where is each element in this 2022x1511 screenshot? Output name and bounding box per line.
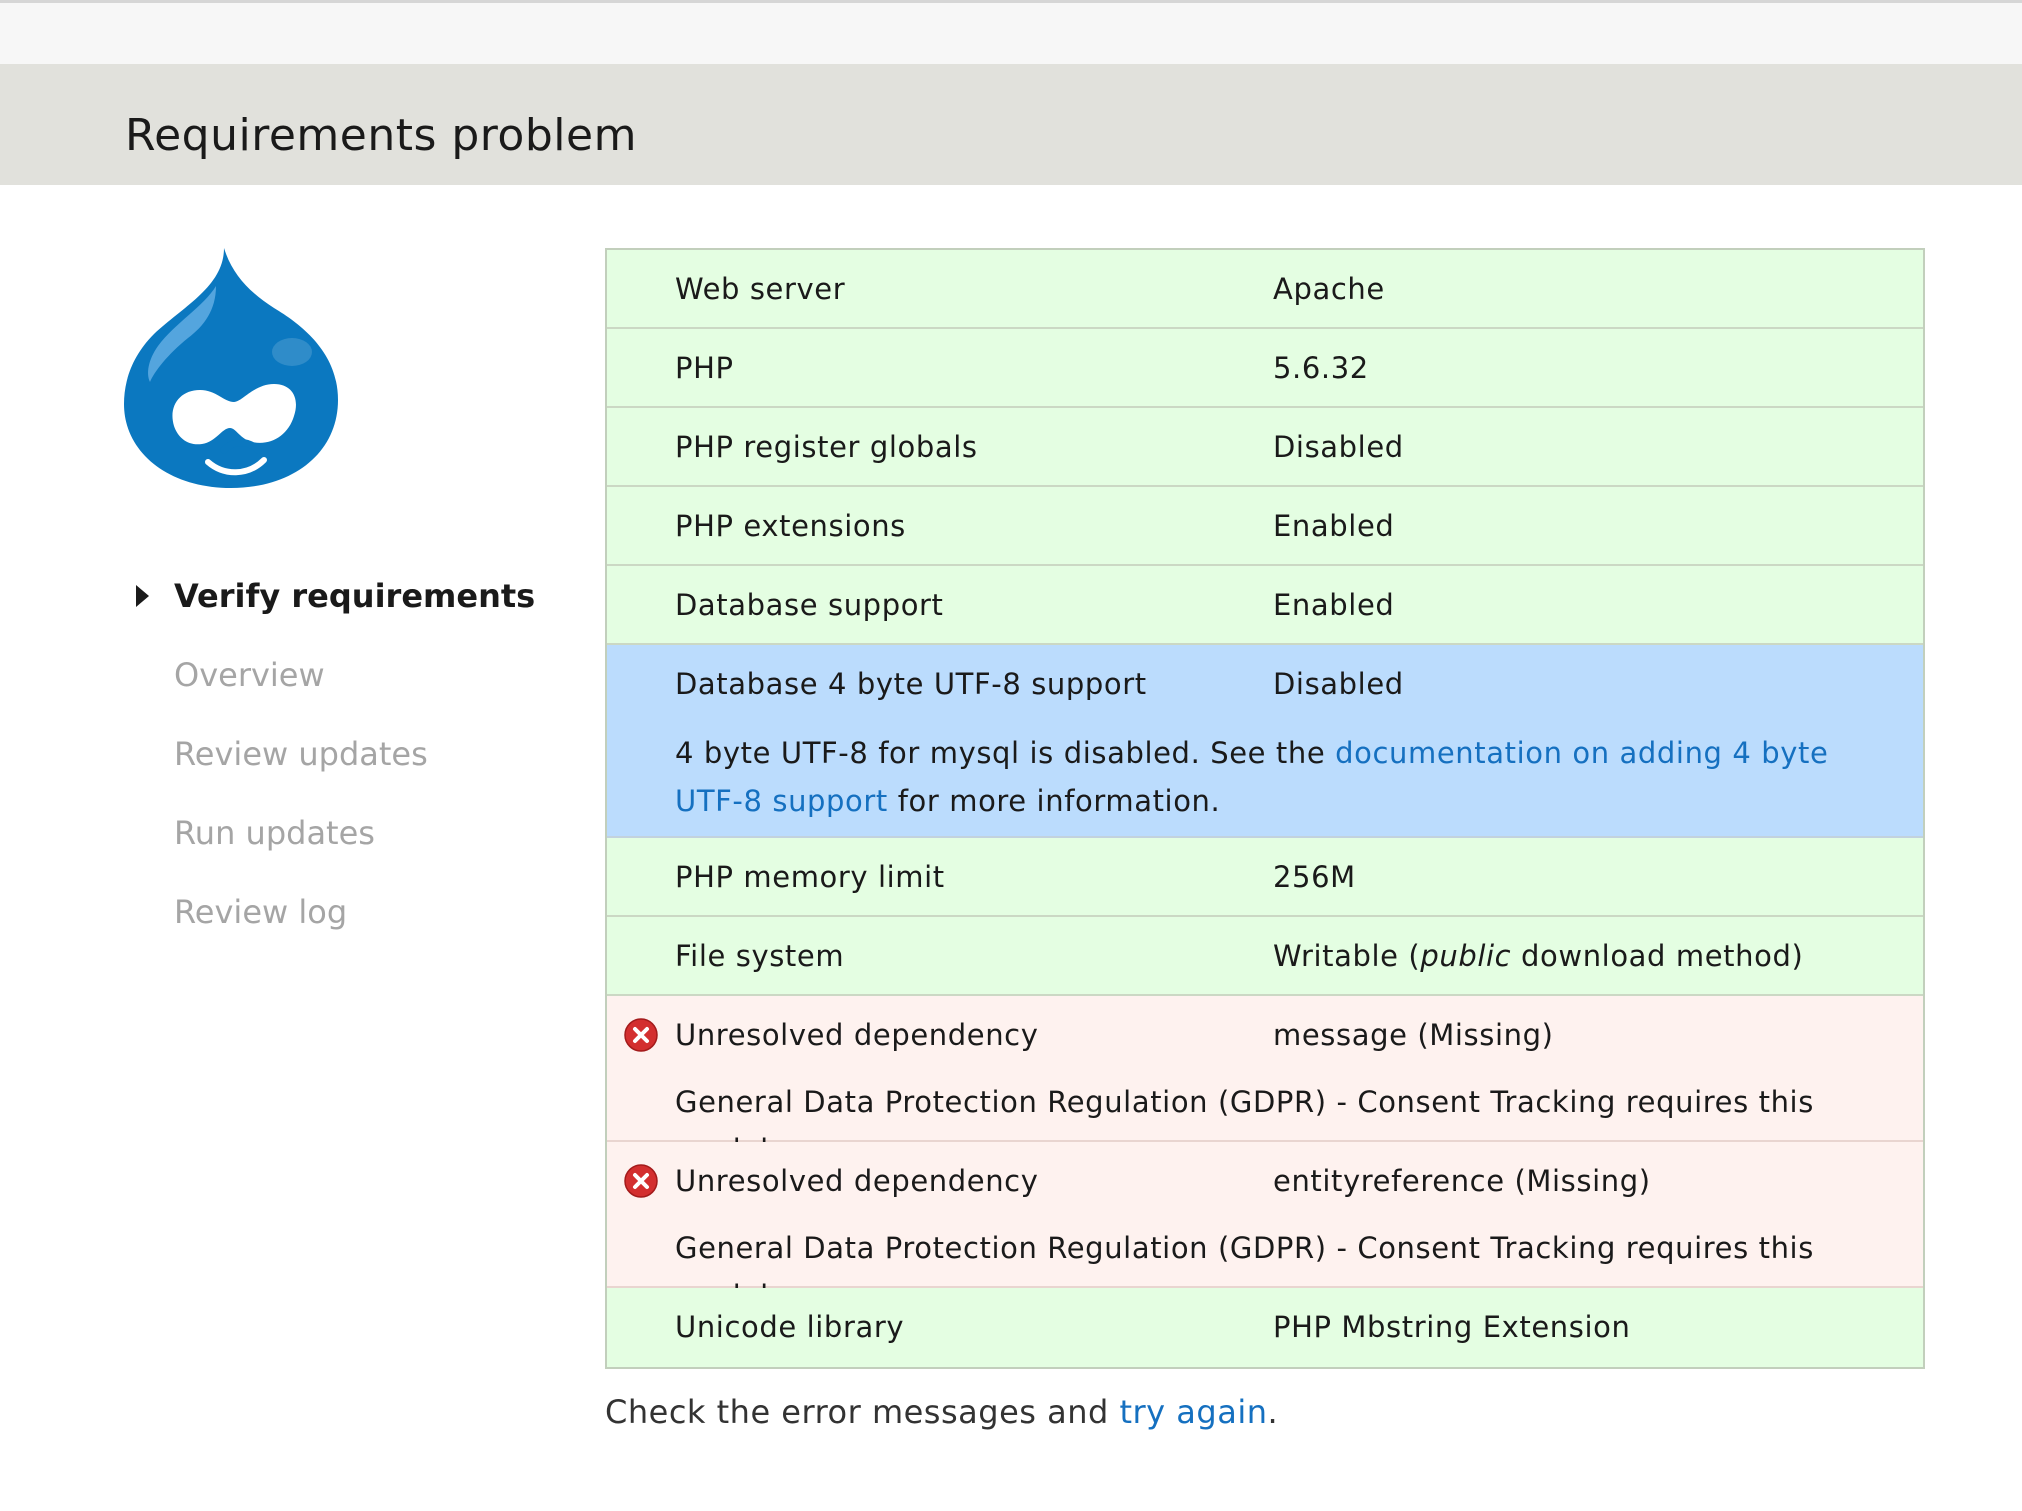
requirement-title: Database support — [675, 588, 944, 622]
triangle-right-icon — [136, 585, 149, 607]
requirement-value: Disabled — [1273, 667, 1404, 701]
requirement-row-web-server — [607, 250, 1923, 329]
task-list — [130, 570, 560, 965]
step-label: Run updates — [174, 814, 375, 852]
requirement-description: General Data Protection Regulation (GDPR) - Consent Tracking requires this — [675, 1231, 1814, 1265]
step-label: Overview — [174, 656, 325, 694]
value-text: download method) — [1511, 939, 1804, 973]
requirements-table — [605, 248, 1925, 1369]
requirement-title: Unresolved dependency — [675, 1018, 1039, 1052]
requirement-value: entityreference (Missing) — [1273, 1164, 1651, 1198]
requirement-value: message (Missing) — [1273, 1018, 1554, 1052]
drupal-logo-icon — [124, 246, 339, 490]
requirement-value: 256M — [1273, 860, 1356, 894]
try-again-link[interactable]: try again — [1119, 1393, 1268, 1431]
requirement-value: Disabled — [1273, 430, 1404, 464]
requirement-row-php — [607, 329, 1923, 408]
requirement-value — [1273, 939, 1803, 973]
requirement-row-file-system — [607, 917, 1923, 996]
requirement-value: Enabled — [1273, 509, 1395, 543]
requirement-title: PHP register globals — [675, 430, 978, 464]
footer-message — [605, 1393, 1278, 1431]
step-label: Review updates — [174, 735, 428, 773]
step-review-updates — [130, 728, 560, 807]
requirement-description — [675, 729, 1863, 825]
step-label: Verify requirements — [174, 577, 536, 615]
requirement-row-php-register-globals — [607, 408, 1923, 487]
requirement-row-php-memory-limit — [607, 838, 1923, 917]
requirement-title: Unicode library — [675, 1310, 905, 1344]
footer-text: Check the error messages and — [605, 1393, 1120, 1431]
requirement-title: PHP memory limit — [675, 860, 945, 894]
requirement-title: PHP — [675, 351, 734, 385]
requirement-value: PHP Mbstring Extension — [1273, 1310, 1631, 1344]
requirement-description: General Data Protection Regulation (GDPR) - Consent Tracking requires this — [675, 1085, 1814, 1119]
requirement-title: File system — [675, 939, 845, 973]
requirement-row-php-extensions — [607, 487, 1923, 566]
step-run-updates — [130, 807, 560, 886]
requirement-row-unresolved-dependency-entityreference — [607, 1142, 1923, 1288]
requirement-row-unresolved-dependency-message — [607, 996, 1923, 1142]
error-icon — [624, 1164, 658, 1198]
step-label: Review log — [174, 893, 348, 931]
requirement-row-unicode-library — [607, 1288, 1923, 1367]
description-text: 4 byte UTF-8 for mysql is disabled. See the — [675, 736, 1336, 770]
top-strip — [0, 0, 2022, 64]
requirement-value: 5.6.32 — [1273, 351, 1369, 385]
step-review-log — [130, 886, 560, 965]
utf8mb4-documentation-link[interactable]: documentation on adding 4 byte UTF-8 support — [675, 736, 1829, 818]
requirement-title: Web server — [675, 272, 846, 306]
requirement-value: Enabled — [1273, 588, 1395, 622]
value-text: Writable ( — [1273, 939, 1421, 973]
requirement-row-database-support — [607, 566, 1923, 645]
description-text: for more information. — [887, 784, 1221, 818]
requirement-title: Unresolved dependency — [675, 1164, 1039, 1198]
requirement-title: Database 4 byte UTF-8 support — [675, 667, 1147, 701]
value-emphasis: public — [1420, 939, 1512, 973]
error-icon — [624, 1018, 658, 1052]
page-title: Requirements problem — [125, 110, 637, 161]
step-verify-requirements — [130, 570, 560, 649]
step-overview — [130, 649, 560, 728]
requirement-title: PHP extensions — [675, 509, 906, 543]
requirement-value: Apache — [1273, 272, 1385, 306]
footer-text: . — [1267, 1393, 1279, 1431]
requirement-row-utf8mb4 — [607, 645, 1923, 838]
